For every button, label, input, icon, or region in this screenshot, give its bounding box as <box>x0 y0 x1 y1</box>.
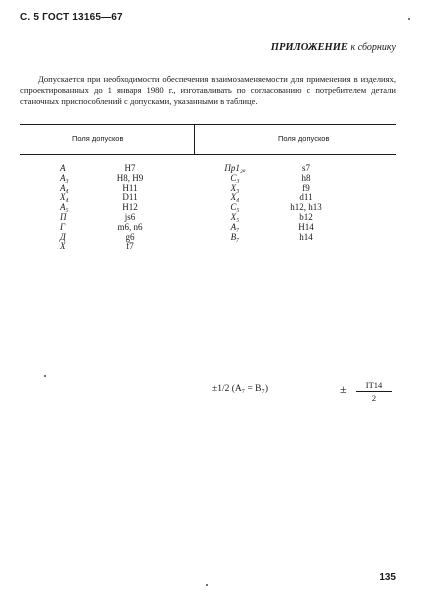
plus-minus-sign: ± <box>340 382 347 396</box>
table-header-right: Поля допусков <box>278 134 330 143</box>
cell-designation-old: A₃ <box>60 172 69 183</box>
cell-designation-old: П <box>60 211 67 222</box>
table-header-left: Поля допусков <box>72 134 124 143</box>
cell-designation-old: C₃ <box>230 172 240 183</box>
intro-text: Допускается при необходимости обеспечения взаимозаменяемости для применения в изделиях, спроектированных до 1 января 1980 г., изготавливать по согласованию с потребителем детали станочных приспособлений с допусками, указанными в таблице. <box>20 74 396 107</box>
cell-designation-old: X₅ <box>230 211 240 222</box>
cell-designation-old: A <box>60 163 66 173</box>
cell-tolerance-field: f7 <box>126 241 134 252</box>
appendix-title-sub: к сборнику <box>350 42 396 53</box>
table-row <box>20 223 396 233</box>
cell-tolerance-field: g6 <box>125 231 135 242</box>
cell-tolerance-field: h12, h13 <box>290 202 322 213</box>
cell-tolerance-field: H12 <box>122 202 138 213</box>
cell-tolerance-field: f9 <box>302 182 310 193</box>
intro-paragraph <box>20 74 396 108</box>
cell-designation-old: Г <box>60 221 66 232</box>
cell-designation-old: X₃ <box>230 182 240 193</box>
table-row <box>20 242 396 252</box>
scan-speck <box>206 584 208 586</box>
fraction-it14-over-2 <box>356 380 392 403</box>
cell-designation-old: A₅ <box>60 202 69 213</box>
table-row <box>20 213 396 223</box>
table-row-last <box>20 380 396 410</box>
table-row <box>20 174 396 184</box>
table-row <box>20 193 396 203</box>
cell-tolerance-field: s7 <box>301 163 310 173</box>
table-top-rule <box>20 124 396 125</box>
cell-designation-old: X₄ <box>60 192 69 203</box>
cell-designation-old: X <box>60 241 66 252</box>
appendix-title <box>271 42 396 53</box>
cell-tolerance-field: h14 <box>299 231 313 242</box>
cell-designation-old: Д <box>60 231 66 242</box>
cell-tolerance-field: H14 <box>298 221 314 232</box>
cell-tolerance-field: H8, H9 <box>116 172 144 183</box>
cell-designation-old: A₄ <box>60 182 69 193</box>
table-row <box>20 233 396 243</box>
cell-designation-old: C₅ <box>230 202 240 213</box>
scan-speck <box>408 18 410 20</box>
scan-speck <box>44 375 46 377</box>
fraction-denominator: 2 <box>371 393 377 403</box>
table-row <box>20 203 396 213</box>
table-header-rule <box>20 154 396 155</box>
fraction-numerator: IT14 <box>356 380 392 392</box>
document-header: С. 5 ГОСТ 13165—67 <box>20 12 123 23</box>
appendix-title-main: ПРИЛОЖЕНИЕ <box>270 42 348 53</box>
table-body <box>20 164 396 252</box>
cell-designation-old: B₇ <box>230 231 240 242</box>
cell-tolerance-field: d11 <box>299 192 313 203</box>
cell-designation-old: X₄ <box>230 192 240 203</box>
cell-tolerance-field: m6, n6 <box>117 221 143 232</box>
cell-designation-old: Пр1₂ₐ <box>224 163 246 173</box>
page-number: 135 <box>379 572 396 583</box>
cell-tolerance-field: H7 <box>124 163 136 173</box>
table-header-divider <box>194 124 195 154</box>
cell-tolerance-field: b12 <box>299 211 313 222</box>
cell-half-tolerance: ±1/2 (A₇ = B₇) <box>212 384 268 394</box>
cell-designation-old: A₇ <box>230 221 240 232</box>
table-row <box>20 164 396 174</box>
cell-tolerance-field: D11 <box>122 192 138 203</box>
cell-tolerance-field: H11 <box>122 182 138 193</box>
cell-tolerance-field: h8 <box>301 172 311 183</box>
cell-tolerance-field: js6 <box>124 211 136 222</box>
table-row <box>20 184 396 194</box>
